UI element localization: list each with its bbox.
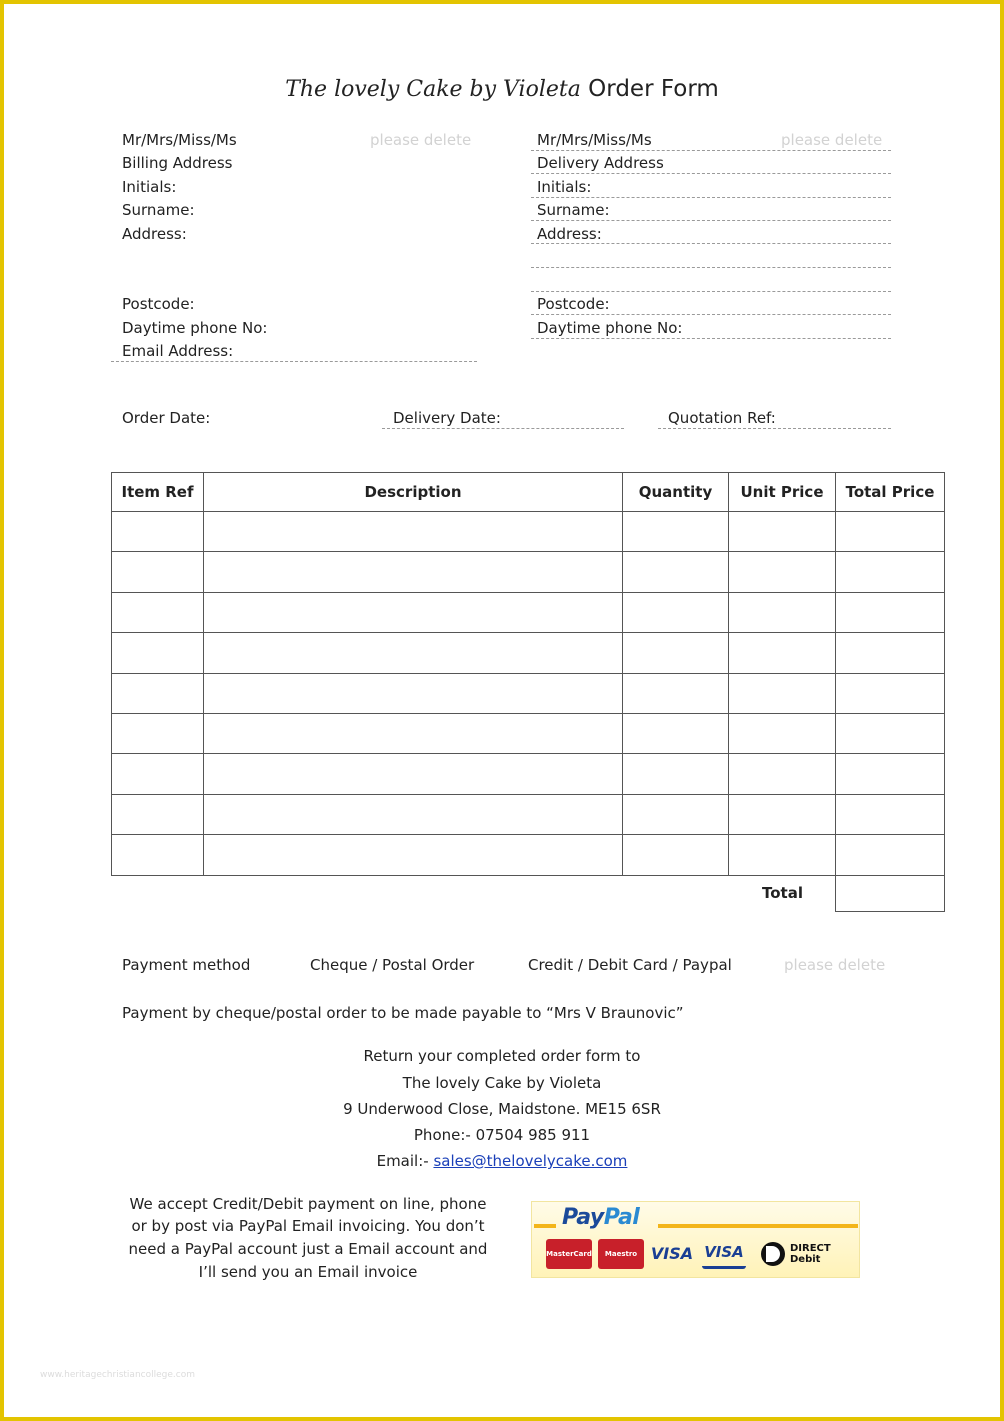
delivery-phone-field[interactable] — [531, 338, 891, 339]
billing-address-label: Address: — [122, 225, 187, 243]
quantity-cell[interactable] — [623, 552, 729, 592]
unit-price-cell[interactable] — [729, 592, 836, 632]
paypal-bar-right — [658, 1224, 858, 1228]
quotation-ref-label: Quotation Ref: — [668, 409, 776, 427]
billing-salutation: Mr/Mrs/Miss/Ms — [122, 131, 237, 149]
quantity-cell[interactable] — [623, 713, 729, 753]
quantity-cell[interactable] — [623, 673, 729, 713]
delivery-surname-label: Surname: — [537, 201, 610, 219]
item-ref-cell[interactable] — [112, 512, 204, 552]
unit-price-cell[interactable] — [729, 835, 836, 875]
return-email-line — [0, 1152, 1004, 1170]
total-price-cell[interactable] — [836, 673, 945, 713]
total-price-cell[interactable] — [836, 512, 945, 552]
total-price-cell[interactable] — [836, 552, 945, 592]
email-link[interactable]: sales@thelovelycake.com — [433, 1152, 628, 1170]
paypal-logo-pay: Pay — [562, 1205, 604, 1230]
item-ref-cell[interactable] — [112, 754, 204, 794]
table-row — [112, 754, 945, 794]
payable-note: Payment by cheque/postal order to be made payable to “Mrs V Braunovic” — [122, 1004, 684, 1022]
description-cell[interactable] — [204, 552, 623, 592]
return-email-prefix: Email:- — [376, 1152, 434, 1170]
unit-price-cell[interactable] — [729, 794, 836, 834]
paypal-bar-left — [534, 1224, 556, 1228]
billing-email-field[interactable] — [111, 361, 477, 362]
billing-postcode-label: Postcode: — [122, 295, 195, 313]
item-ref-cell[interactable] — [112, 835, 204, 875]
paypal-note-line-2: or by post via PayPal Email invoicing. You don’t — [131, 1217, 485, 1235]
paypal-note-line-4: I’ll send you an Email invoice — [198, 1263, 418, 1281]
table-row — [112, 673, 945, 713]
quantity-cell[interactable] — [623, 512, 729, 552]
delivery-delete-hint: please delete — [781, 131, 883, 149]
delivery-postcode-field[interactable] — [531, 314, 891, 315]
quantity-cell[interactable] — [623, 754, 729, 794]
unit-price-cell[interactable] — [729, 754, 836, 794]
unit-price-cell[interactable] — [729, 713, 836, 753]
table-row — [112, 633, 945, 673]
column-header-description: Description — [204, 473, 623, 512]
delivery-surname-field[interactable] — [531, 220, 891, 221]
item-ref-cell[interactable] — [112, 633, 204, 673]
return-line-4: Phone:- 07504 985 911 — [413, 1126, 591, 1144]
description-cell[interactable] — [204, 512, 623, 552]
quantity-cell[interactable] — [623, 794, 729, 834]
paypal-note-line-3: need a PayPal account just a Email account and — [128, 1240, 488, 1258]
quantity-cell[interactable] — [623, 592, 729, 632]
billing-phone-label: Daytime phone No: — [122, 319, 268, 337]
title-brand: The lovely Cake by Violeta — [285, 77, 581, 102]
delivery-salutation: Mr/Mrs/Miss/Ms — [537, 131, 652, 149]
table-row — [112, 512, 945, 552]
quotation-ref-field[interactable] — [658, 428, 891, 429]
description-cell[interactable] — [204, 713, 623, 753]
visa-electron-icon: VISA — [702, 1239, 746, 1269]
delivery-address-label: Address: — [537, 225, 602, 243]
return-line-2: The lovely Cake by Violeta — [402, 1074, 602, 1092]
billing-email-label: Email Address: — [122, 342, 234, 360]
item-ref-cell[interactable] — [112, 794, 204, 834]
total-price-cell[interactable] — [836, 754, 945, 794]
paypal-logo — [562, 1205, 639, 1230]
delivery-salutation-field[interactable] — [531, 150, 891, 151]
direct-debit-label: DIRECT Debit — [790, 1243, 831, 1265]
delivery-heading-line — [531, 173, 891, 174]
description-cell[interactable] — [204, 754, 623, 794]
delivery-address-field-3[interactable] — [531, 291, 891, 292]
item-ref-cell[interactable] — [112, 592, 204, 632]
unit-price-cell[interactable] — [729, 552, 836, 592]
total-price-cell[interactable] — [836, 794, 945, 834]
direct-debit-symbol-icon — [760, 1241, 788, 1267]
paypal-note-line-1: We accept Credit/Debit payment on line, phone — [129, 1195, 487, 1213]
billing-address-heading: Billing Address — [122, 154, 233, 172]
payment-option-card[interactable]: Credit / Debit Card / Paypal — [528, 956, 732, 974]
page-title — [0, 74, 1004, 105]
total-amount-field[interactable] — [835, 871, 945, 912]
column-header-item-ref: Item Ref — [112, 473, 204, 512]
unit-price-cell[interactable] — [729, 633, 836, 673]
item-ref-cell[interactable] — [112, 552, 204, 592]
item-ref-cell[interactable] — [112, 673, 204, 713]
maestro-icon: Maestro — [598, 1239, 644, 1269]
return-line-3: 9 Underwood Close, Maidstone. ME15 6SR — [343, 1100, 661, 1118]
total-price-cell[interactable] — [836, 633, 945, 673]
total-price-cell[interactable] — [836, 835, 945, 875]
delivery-address-field-2[interactable] — [531, 267, 891, 268]
table-row — [112, 713, 945, 753]
table-row — [112, 552, 945, 592]
total-price-cell[interactable] — [836, 713, 945, 753]
column-header-quantity: Quantity — [623, 473, 729, 512]
column-header-unit-price: Unit Price — [729, 473, 836, 512]
delivery-postcode-label: Postcode: — [537, 295, 610, 313]
delivery-phone-label: Daytime phone No: — [537, 319, 683, 337]
paypal-logo-pal: Pal — [603, 1205, 640, 1230]
payment-delete-hint: please delete — [784, 956, 886, 974]
table-row — [112, 592, 945, 632]
billing-delete-hint: please delete — [370, 131, 472, 149]
quantity-cell[interactable] — [623, 835, 729, 875]
mastercard-icon: MasterCard — [546, 1239, 592, 1269]
description-cell[interactable] — [204, 592, 623, 632]
order-date-label: Order Date: — [122, 409, 211, 427]
table-header-row — [112, 473, 945, 512]
title-suffix: Order Form — [580, 76, 719, 102]
unit-price-cell[interactable] — [729, 673, 836, 713]
payment-option-cheque[interactable]: Cheque / Postal Order — [310, 956, 475, 974]
item-ref-cell[interactable] — [112, 713, 204, 753]
paypal-banner — [531, 1201, 860, 1278]
delivery-address-heading: Delivery Address — [537, 154, 664, 172]
direct-debit-icon — [758, 1239, 836, 1265]
billing-surname-label: Surname: — [122, 201, 195, 219]
delivery-address-field-1[interactable] — [531, 243, 891, 244]
table-row — [112, 835, 945, 875]
table-row — [112, 794, 945, 834]
quantity-cell[interactable] — [623, 633, 729, 673]
watermark: www.heritagechristiancollege.com — [40, 1370, 195, 1380]
delivery-date-field[interactable] — [382, 428, 624, 429]
unit-price-cell[interactable] — [729, 512, 836, 552]
column-header-total-price: Total Price — [836, 473, 945, 512]
description-cell[interactable] — [204, 633, 623, 673]
order-items-table — [111, 472, 945, 876]
billing-initials-label: Initials: — [122, 178, 177, 196]
description-cell[interactable] — [204, 835, 623, 875]
visa-icon: VISA — [650, 1244, 694, 1263]
return-line-1: Return your completed order form to — [363, 1047, 641, 1065]
payment-method-label: Payment method — [122, 956, 251, 974]
description-cell[interactable] — [204, 794, 623, 834]
delivery-date-label: Delivery Date: — [393, 409, 501, 427]
delivery-initials-label: Initials: — [537, 178, 592, 196]
total-price-cell[interactable] — [836, 592, 945, 632]
total-label: Total — [762, 884, 803, 902]
description-cell[interactable] — [204, 673, 623, 713]
delivery-initials-field[interactable] — [531, 197, 891, 198]
